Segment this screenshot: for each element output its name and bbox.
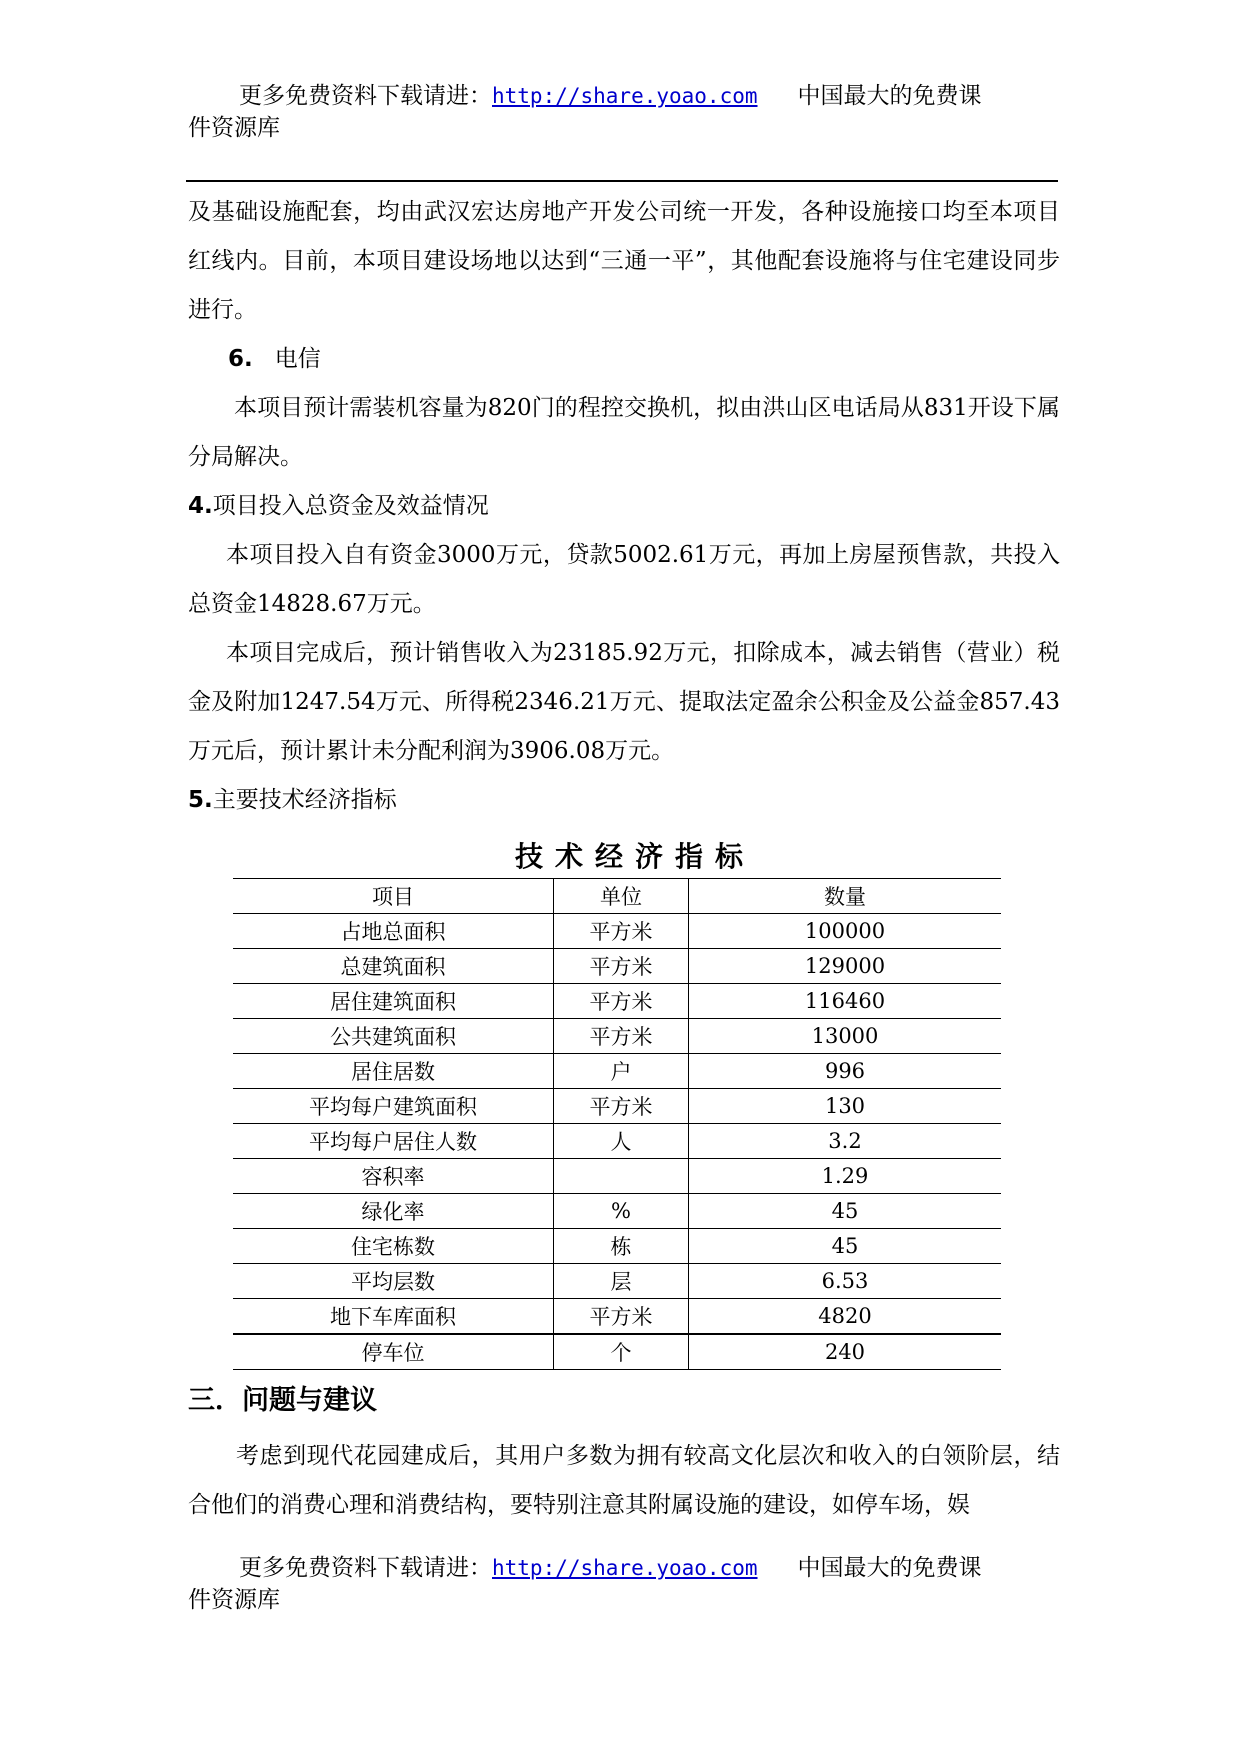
cell-quantity: 129000 [689, 949, 1002, 984]
table-row [233, 1299, 1001, 1335]
cell-quantity: 6.53 [689, 1264, 1002, 1299]
table-row [233, 1054, 1001, 1089]
paragraph-profit: 本项目完成后，预计销售收入为23185.92万元，扣除成本，减去销售（营业）税金及附加1247.54万元、所得税2346.21万元、提取法定盈余公积金及公益金857.43万元后，预计累计未分配利润为3906.08万元。 [188, 640, 1060, 764]
cell-quantity: 100000 [689, 914, 1002, 949]
cell-quantity: 45 [689, 1229, 1002, 1264]
cell-unit: 户 [554, 1054, 689, 1089]
cell-unit: 平方米 [554, 1089, 689, 1124]
table-row [233, 1019, 1001, 1054]
table-row [233, 1089, 1001, 1124]
cell-quantity: 240 [689, 1334, 1002, 1370]
cell-unit: 人 [554, 1124, 689, 1159]
table-row [233, 1124, 1001, 1159]
table-row [233, 1334, 1001, 1370]
heading-title: 项目投入总资金及效益情况 [212, 493, 489, 519]
cell-item: 总建筑面积 [233, 949, 554, 984]
paragraph-funding: 本项目投入自有资金3000万元，贷款5002.61万元，再加上房屋预售款，共投入总资金14828.67万元。 [188, 542, 1060, 617]
heading-investment [188, 482, 1060, 531]
table-caption: 技术经济指标 [514, 840, 755, 873]
footer-suffix: 中国最大的免费课 [797, 1555, 982, 1581]
cell-quantity: 130 [689, 1089, 1002, 1124]
table-row [233, 949, 1001, 984]
paragraph-infrastructure: 及基础设施配套，均由武汉宏达房地产开发公司统一开发，各种设施接口均至本项目红线内。目前，本项目建设场地以达到“三通一平”，其他配套设施将与住宅建设同步进行。 [188, 199, 1060, 323]
footer-line2: 件资源库 [188, 1587, 280, 1613]
cell-quantity: 116460 [689, 984, 1002, 1019]
header-link[interactable]: http://share.yoao.com [492, 84, 758, 108]
indicators-table [233, 878, 1001, 1370]
cell-quantity: 3.2 [689, 1124, 1002, 1159]
footer-prefix: 更多免费资料下载请进： [239, 1555, 492, 1581]
cell-item: 居住建筑面积 [233, 984, 554, 1019]
paragraph-telecom: 本项目预计需装机容量为820门的程控交换机，拟由洪山区电话局从831开设下属分局解决。 [188, 395, 1060, 470]
page-footer [188, 1552, 1068, 1616]
subheading-number: 6. [228, 346, 253, 372]
cell-quantity: 13000 [689, 1019, 1002, 1054]
column-header: 项目 [233, 879, 554, 914]
paragraph-issues: 考虑到现代花园建成后，其用户多数为拥有较高文化层次和收入的白领阶层，结合他们的消费心理和消费结构，要特别注意其附属设施的建设，如停车场，娱 [188, 1443, 1060, 1518]
table-row [233, 914, 1001, 949]
cell-item: 住宅栋数 [233, 1229, 554, 1264]
table-header-row [233, 879, 1001, 914]
cell-item: 平均层数 [233, 1264, 554, 1299]
cell-quantity: 1.29 [689, 1159, 1002, 1194]
cell-item: 容积率 [233, 1159, 554, 1194]
footer-link[interactable]: http://share.yoao.com [492, 1556, 758, 1580]
cell-unit: % [554, 1194, 689, 1229]
cell-item: 停车位 [233, 1334, 554, 1370]
table-row [233, 1159, 1001, 1194]
heading-number: 4. [188, 493, 213, 519]
cell-unit: 栋 [554, 1229, 689, 1264]
column-header: 数量 [689, 879, 1002, 914]
cell-unit: 平方米 [554, 949, 689, 984]
cell-item: 绿化率 [233, 1194, 554, 1229]
subheading-title: 电信 [274, 346, 321, 372]
cell-item: 公共建筑面积 [233, 1019, 554, 1054]
table-row [233, 1229, 1001, 1264]
table-row [233, 1194, 1001, 1229]
header-line2: 件资源库 [188, 115, 280, 141]
heading-indicators [188, 776, 1060, 825]
cell-quantity: 45 [689, 1194, 1002, 1229]
column-header: 单位 [554, 879, 689, 914]
table-row [233, 1264, 1001, 1299]
header-prefix: 更多免费资料下载请进： [239, 83, 492, 109]
table-row [233, 984, 1001, 1019]
cell-item: 平均每户居住人数 [233, 1124, 554, 1159]
cell-item: 居住居数 [233, 1054, 554, 1089]
cell-item: 占地总面积 [233, 914, 554, 949]
cell-item: 平均每户建筑面积 [233, 1089, 554, 1124]
cell-unit [554, 1159, 689, 1194]
header-suffix: 中国最大的免费课 [797, 83, 982, 109]
main-content [188, 188, 1060, 887]
cell-quantity: 4820 [689, 1299, 1002, 1335]
cell-unit: 个 [554, 1334, 689, 1370]
cell-unit: 层 [554, 1264, 689, 1299]
subheading-telecom [188, 335, 1060, 384]
header-rule [186, 180, 1058, 182]
cell-quantity: 996 [689, 1054, 1002, 1089]
section-issues-body [188, 1432, 1060, 1530]
heading-number: 5. [188, 787, 213, 813]
heading-title: 主要技术经济指标 [212, 787, 397, 813]
cell-unit: 平方米 [554, 1019, 689, 1054]
cell-unit: 平方米 [554, 984, 689, 1019]
page-header [188, 80, 1068, 144]
cell-unit: 平方米 [554, 1299, 689, 1335]
cell-item: 地下车库面积 [233, 1299, 554, 1335]
cell-unit: 平方米 [554, 914, 689, 949]
section-heading-issues: 三．问题与建议 [188, 1385, 377, 1416]
